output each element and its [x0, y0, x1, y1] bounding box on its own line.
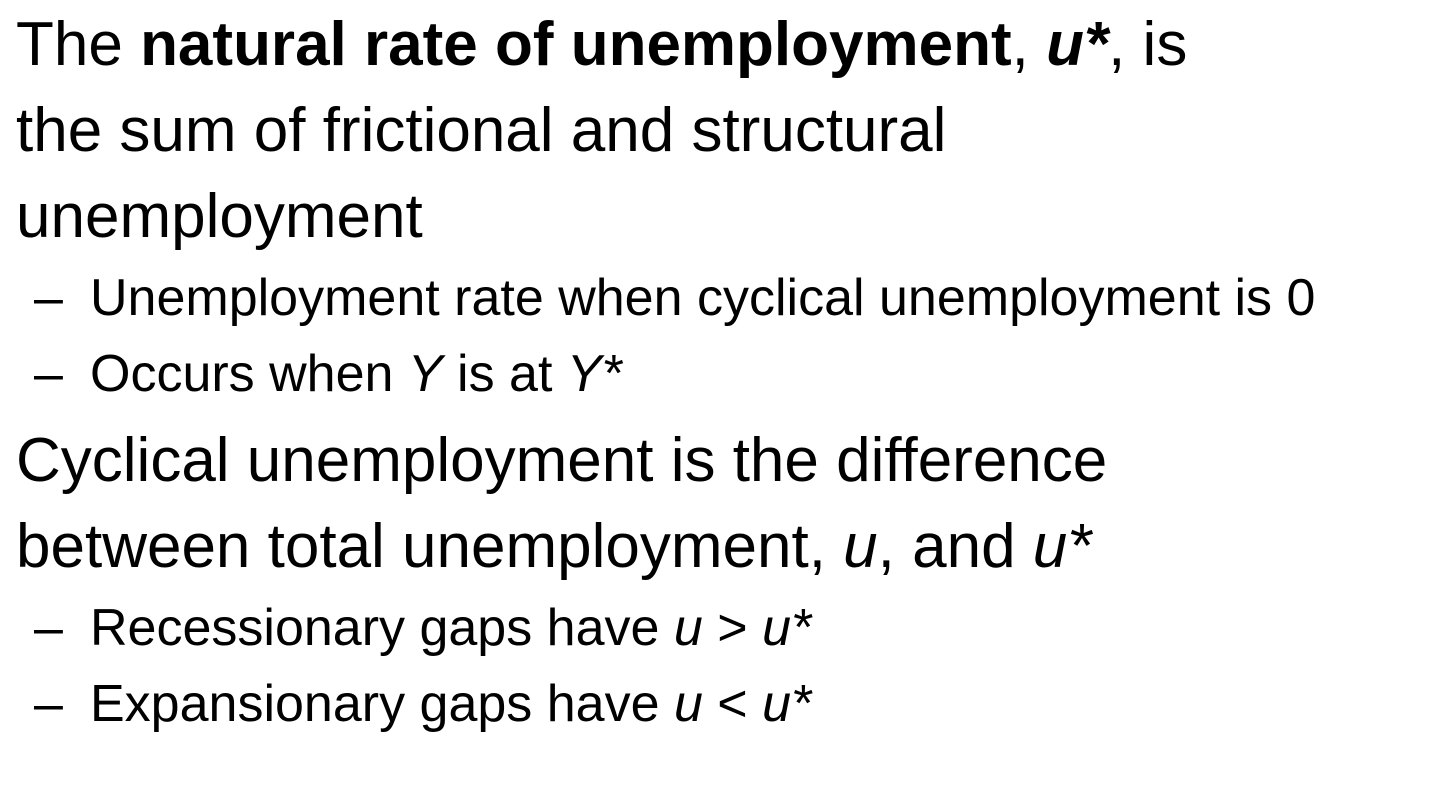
var-u-star: u* [762, 675, 812, 733]
u-star-symbol: u* [1046, 10, 1109, 79]
natural-rate-term: natural rate of unemployment [140, 10, 1012, 79]
dash-bullet: – [34, 269, 63, 327]
line2-middle: , and [877, 512, 1033, 581]
natural-rate-subpoints [16, 260, 1434, 412]
var-u: u [843, 512, 878, 581]
subpoint-prefix: Expansionary gaps have [90, 675, 674, 733]
cyclical-line-2 [16, 504, 1434, 590]
subpoint-prefix: Recessionary gaps have [90, 599, 674, 657]
line-tail: , is [1108, 10, 1188, 79]
text-prefix: The [16, 10, 141, 79]
var-u-star: u* [762, 599, 812, 657]
var-u: u [673, 599, 703, 657]
natural-rate-line-1 [16, 2, 1434, 88]
line2-prefix: between total unemployment, [16, 512, 844, 581]
natural-rate-definition [16, 2, 1434, 260]
list-item [16, 666, 1434, 742]
var-y-star: Y* [566, 345, 622, 403]
var-u: u [673, 675, 703, 733]
dash-bullet: – [34, 345, 63, 403]
list-item [16, 260, 1434, 336]
operator: > [702, 599, 763, 657]
comma: , [1011, 10, 1047, 79]
dash-bullet: – [34, 675, 63, 733]
var-u-star: u* [1032, 512, 1092, 581]
natural-rate-line-2: the sum of frictional and structural [16, 96, 947, 165]
dash-bullet: – [34, 599, 63, 657]
var-y: Y [407, 345, 443, 403]
cyclical-line-1: Cyclical unemployment is the difference [16, 426, 1108, 495]
operator: < [702, 675, 763, 733]
subpoint-text: Unemployment rate when cyclical unemployment is 0 [90, 269, 1316, 327]
subpoint-middle: is at [442, 345, 567, 403]
list-item [16, 590, 1434, 666]
list-item [16, 336, 1434, 412]
cyclical-definition [16, 418, 1434, 590]
natural-rate-line-3: unemployment [16, 182, 423, 251]
cyclical-subpoints [16, 590, 1434, 742]
subpoint-prefix: Occurs when [90, 345, 408, 403]
